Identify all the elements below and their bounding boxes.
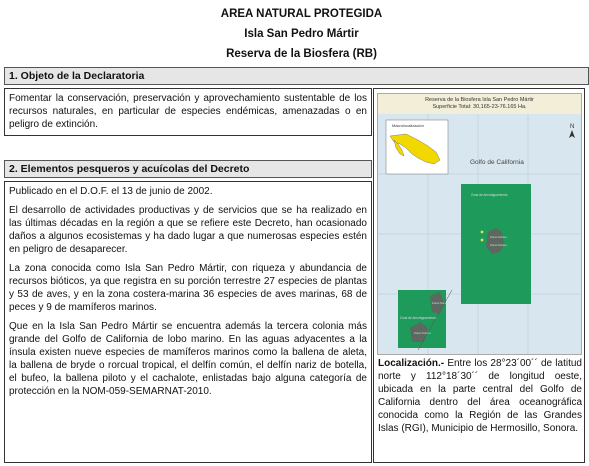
map-area: Superficie Total: 30,165-23-76.165 Ha. — [432, 103, 527, 110]
core-label-2: Zona Núcleo — [490, 243, 508, 247]
buffer-zone-bottom-label: Zona de Amortiguamiento — [400, 316, 437, 320]
map-title: Reserva de la Biosfera Isla San Pedro Mártir — [425, 97, 534, 103]
title-line-1: AREA NATURAL PROTEGIDA — [220, 8, 383, 20]
gulf-label: Golfo de California — [470, 159, 524, 166]
section-1-heading: 1. Objeto de la Declaratoria — [4, 67, 589, 85]
section-2-heading: 2. Elementos pesqueros y acuícolas del Decreto — [4, 160, 372, 178]
core-label-4: Zona Núcleo — [414, 331, 432, 335]
buffer-zone-top-label: Zona de Amortiguamiento — [471, 193, 508, 197]
island-marker — [481, 231, 484, 234]
title-line-2: Isla San Pedro Mártir — [244, 28, 359, 40]
map-cell — [373, 88, 585, 463]
map-graphic — [378, 114, 581, 354]
section-2-paragraph: Que en la Isla San Pedro Mártir se encuentra además la tercera colonia más grande del Golfo de California de lobo marino. En las aguas adyacentes a la ínsula existen nueve especies de mamíferos marinos como la ballena de aleta, la ballena de bryde o rorcual tropical, el delfín común, el delfín nariz de botella, el bufeo, la ballena piloto y el cachalote, enlistadas bajo alguna categoría de protección en la NOM-059-SEMARNAT-2010. — [9, 321, 367, 397]
core-label-1: Zona Núcleo — [490, 235, 508, 239]
section-2-paragraph: Publicado en el D.O.F. el 13 de junio de 2002. — [9, 186, 213, 197]
location-description: Entre los 28°23´00´´ de latitud norte y 112°18´30´´ de longitud oeste, ubicada en la parte central del Golfo de California dentro del área oceanográfica conocida como la Región de las Grandes Islas (RGI), Municipio de Hermosillo, Sonora. — [378, 358, 582, 434]
title-line-3: Reserva de la Biosfera (RB) — [226, 48, 377, 60]
island-marker — [481, 239, 484, 242]
location-text — [378, 357, 582, 435]
section-2-paragraph: La zona conocida como Isla San Pedro Mártir, con riqueza y abundancia de recursos bióticos, ya que registra en su porción terrestre 27 especies de plantas y 53 de aves, y en la zona costera-marina 36 especies de aves marinas, 68 de peces y 9 de mamíferos marinos. — [9, 263, 367, 313]
core-label-3: Zona Núcleo — [432, 301, 450, 305]
reserve-map — [377, 93, 582, 355]
inset-label: Macrolocalización — [392, 123, 424, 128]
section-2-paragraph: El desarrollo de actividades productivas y de servicios que se ha realizado en las últimas décadas en la región a que se refiere este Decreto, han ocasionado daños a algunos ecosistemas y ha dado lugar a que numerosas especies estén en peligro de desaparecer. — [9, 205, 367, 255]
title-block — [0, 4, 589, 64]
section-1-text: Fomentar la conservación, preservación y aprovechamiento sustentable de los recursos naturales, en particular de especies endémicas, amenazadas o en peligro de extinción. — [4, 88, 372, 136]
map-header — [378, 94, 581, 114]
location-label: Localización.- — [378, 358, 445, 369]
north-icon: N — [570, 124, 575, 130]
section-2-body — [4, 181, 372, 463]
